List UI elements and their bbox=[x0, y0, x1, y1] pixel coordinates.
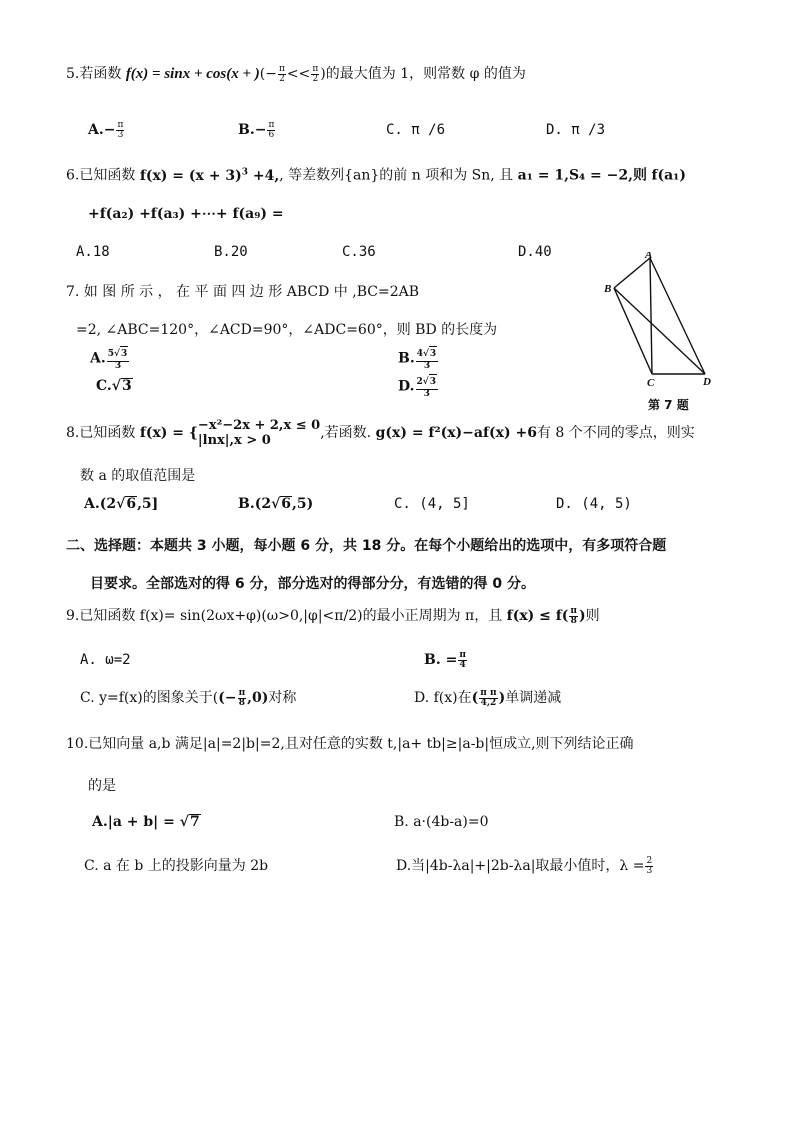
frac-num: 4√3 bbox=[416, 346, 438, 362]
q5-frac-1 bbox=[278, 65, 286, 84]
q6-formula bbox=[140, 168, 279, 184]
edge-ab bbox=[614, 258, 650, 288]
q6-stem bbox=[66, 162, 686, 186]
option-label: B.(2 bbox=[238, 496, 272, 512]
q6-line2: +f(a₂) +f(a₃) +⋯+ f(a₉) = bbox=[88, 206, 284, 222]
q10-option-b: B. a·(4b-a)=0 bbox=[394, 814, 489, 830]
q9-stem bbox=[66, 606, 600, 626]
vertex-label-c: C bbox=[647, 377, 655, 389]
q7-option-c: C.√3 bbox=[96, 378, 132, 394]
q8-f-eq: f(x) = { bbox=[139, 425, 198, 441]
frac-num: π bbox=[312, 63, 319, 74]
q8-mid: ,若函数. bbox=[320, 425, 372, 441]
q7-option-a bbox=[90, 346, 130, 371]
option-label: B. = bbox=[424, 652, 458, 668]
q5-option-d: D. π /3 bbox=[546, 122, 606, 138]
q7-line1: 7. 如 图 所 示 ， 在 平 面 四 边 形 ABCD 中 ,BC=2AB bbox=[66, 284, 420, 300]
q5-option-b bbox=[238, 120, 276, 140]
q9-cond bbox=[506, 605, 586, 626]
q6-stem-prefix: 6.已知函数 bbox=[66, 167, 136, 184]
q5-range-mid: << bbox=[286, 66, 311, 82]
q9-c-point bbox=[218, 687, 269, 708]
radicand: 3 bbox=[429, 374, 437, 389]
option-suffix: 对称 bbox=[268, 690, 297, 706]
q9-cond-frac bbox=[569, 607, 578, 626]
frac-num: π bbox=[570, 605, 578, 616]
option-label: D. bbox=[398, 378, 415, 395]
q10-d-frac bbox=[645, 857, 653, 876]
q8-option-d: D. (4, 5) bbox=[556, 496, 632, 512]
interval-close: ) bbox=[498, 690, 506, 706]
q5-option-a bbox=[88, 120, 125, 140]
frac-den: 6 bbox=[268, 129, 275, 140]
option-label: A.− bbox=[88, 122, 116, 138]
q8-option-b: B.(2√6,5) bbox=[238, 496, 314, 512]
q6-option-b: B.20 bbox=[214, 244, 248, 260]
radicand: 3 bbox=[121, 378, 132, 394]
q9-option-d bbox=[414, 688, 561, 708]
radicand: 6 bbox=[126, 496, 137, 512]
radicand: 3 bbox=[120, 346, 128, 361]
q8-line2: 数 a 的取值范围是 bbox=[80, 468, 196, 484]
q7-option-b bbox=[398, 346, 439, 371]
frac-den: 3 bbox=[423, 361, 431, 371]
q9-d-interval bbox=[471, 687, 506, 708]
q8-tail: 有 8 个不同的零点，则实 bbox=[536, 425, 695, 441]
option-text: D. f(x)在 bbox=[414, 690, 472, 706]
q9-stem-text: 9.已知函数 f(x)= sin(2ωx+φ)(ω>0,|φ|<π/2)的最小正周期为 π，且 bbox=[66, 608, 503, 624]
frac-den: 3 bbox=[646, 865, 653, 876]
q6-option-d: D.40 bbox=[518, 244, 552, 260]
point-close: ,0) bbox=[247, 690, 269, 706]
interval-end: ,5) bbox=[292, 496, 314, 512]
frac-num: π bbox=[268, 119, 275, 130]
frac-num: π bbox=[117, 119, 124, 130]
option-label: C. bbox=[96, 378, 112, 394]
q5-stem-suffix: 的最大值为 1，则常数 φ 的值为 bbox=[325, 66, 526, 82]
point-open: (− bbox=[218, 690, 237, 706]
q8-piecewise bbox=[198, 418, 320, 448]
q5-formula: f(x) = sinx + cos(x + ) bbox=[125, 66, 260, 82]
q6-formula-part2: +4, bbox=[248, 167, 280, 184]
q9-d-frac bbox=[479, 689, 497, 708]
q10-line1: 10.已知向量 a,b 满足|a|=2|b|=2,且对任意的实数 t,|a+ tb|≥|a-b|恒成立,则下列结论正确 bbox=[66, 736, 634, 752]
q5-a-frac bbox=[116, 121, 124, 140]
q5-range-close: ) bbox=[320, 66, 326, 82]
q5-stem bbox=[66, 64, 526, 84]
vertex-label-d: D bbox=[703, 376, 711, 388]
radicand: 3 bbox=[429, 346, 437, 361]
q5-stem-prefix: 5.若函数 bbox=[66, 66, 122, 82]
q9-cond-prefix: f(x) ≤ f( bbox=[506, 608, 569, 624]
q9-b-frac bbox=[458, 651, 467, 670]
q10-option-a: A.|a + b| = √7 bbox=[92, 814, 200, 830]
q5-range-open: (− bbox=[259, 66, 277, 82]
frac-num: 2 bbox=[646, 855, 653, 866]
option-label: A.(2 bbox=[84, 496, 117, 512]
option-text: C. y=f(x)的图象关于( bbox=[80, 690, 219, 706]
q6-option-a: A.18 bbox=[76, 244, 110, 260]
option-label: B. bbox=[398, 350, 415, 367]
frac-den: 2 bbox=[279, 73, 285, 84]
q7-b-frac bbox=[416, 346, 438, 371]
q10-option-d bbox=[396, 856, 654, 876]
vertex-label-a: A bbox=[645, 252, 653, 261]
option-text: D.当|4b-λa|+|2b-λa|取最小值时，λ = bbox=[396, 858, 645, 874]
diagonal-bd bbox=[614, 288, 705, 374]
q6-tail: f(a₁) bbox=[651, 167, 686, 184]
q8-stem-prefix: 8.已知函数 bbox=[66, 425, 136, 441]
q5-option-c: C. π /6 bbox=[386, 122, 446, 138]
q6-stem-mid: , 等差数列{an}的前 n 项和为 Sn, 且 bbox=[279, 167, 514, 184]
section-heading-line1: 二、选择题：本题共 3 小题，每小题 6 分，共 18 分。在每个小题给出的选项中，有多项符合题 bbox=[66, 538, 667, 554]
option-suffix: 单调递减 bbox=[505, 690, 562, 706]
q8-g: g(x) = f²(x)−af(x) +6 bbox=[375, 425, 537, 441]
q9-c-frac bbox=[238, 689, 247, 708]
radicand: 7 bbox=[189, 814, 200, 830]
q8-stem bbox=[66, 418, 695, 448]
q6-formula-part: f(x) = (x + 3) bbox=[139, 167, 242, 184]
q7-d-frac bbox=[416, 374, 438, 399]
frac-den: 2 bbox=[312, 73, 319, 84]
q5-b-frac bbox=[267, 121, 275, 140]
q10-line2: 的是 bbox=[88, 778, 116, 794]
section-heading-line2: 目要求。全部选对的得 6 分，部分选对的得部分分，有选错的得 0 分。 bbox=[90, 576, 535, 592]
q6-exponent: 3 bbox=[241, 167, 248, 177]
q8-option-c: C. (4, 5] bbox=[394, 496, 470, 512]
interval-end: ,5] bbox=[137, 496, 159, 512]
q8-piece1: −x²−2x + 2,x ≤ 0 bbox=[197, 418, 321, 433]
frac-den: 8 bbox=[570, 615, 577, 626]
frac-den: 4,2 bbox=[480, 697, 497, 708]
frac-num: 2√3 bbox=[416, 374, 438, 390]
q9-cond-close: ) bbox=[579, 608, 586, 624]
frac-num: π bbox=[459, 649, 466, 660]
interval-open: ( bbox=[471, 690, 479, 706]
q9-option-c bbox=[80, 688, 296, 708]
q6-cond: a₁ = 1,S₄ = −2,则 bbox=[517, 167, 648, 184]
q7-option-d bbox=[398, 374, 439, 399]
frac-num: 5√3 bbox=[107, 346, 129, 362]
edge-bc bbox=[614, 288, 652, 374]
q5-frac-2 bbox=[311, 65, 319, 84]
frac-num: π π bbox=[480, 687, 497, 698]
q8-option-a: A.(2√6,5] bbox=[84, 496, 159, 512]
diagonal-ac bbox=[650, 258, 652, 374]
frac-num: π bbox=[278, 63, 285, 74]
frac-den: 3 bbox=[114, 361, 122, 371]
figure-caption: 第 7 题 bbox=[648, 398, 689, 412]
q6-option-c: C.36 bbox=[342, 244, 376, 260]
quadrilateral-figure bbox=[602, 252, 722, 412]
coef: 4 bbox=[416, 349, 423, 359]
option-label: A. bbox=[90, 350, 106, 367]
q7-a-frac bbox=[107, 346, 129, 371]
q9-option-b bbox=[424, 650, 468, 670]
coef: 2 bbox=[416, 377, 423, 387]
radicand: 6 bbox=[281, 496, 292, 512]
frac-den: 3 bbox=[117, 129, 124, 140]
option-label: A.|a + b| = bbox=[92, 814, 175, 830]
vertex-label-b: B bbox=[604, 283, 612, 295]
frac-num: π bbox=[238, 687, 246, 698]
q8-piece2: |lnx|,x > 0 bbox=[197, 433, 271, 448]
option-label: B.− bbox=[238, 122, 267, 138]
coef: 5 bbox=[107, 349, 115, 359]
frac-den: 3 bbox=[423, 389, 430, 399]
q9-tail: 则 bbox=[585, 608, 600, 624]
frac-den: 8 bbox=[238, 697, 245, 708]
q9-option-a: A. ω=2 bbox=[80, 652, 131, 668]
edge-da bbox=[650, 258, 705, 374]
frac-den: 4 bbox=[459, 659, 466, 670]
q7-line2: =2, ∠ABC=120°，∠ACD=90°，∠ADC=60°，则 BD 的长度为 bbox=[76, 322, 498, 338]
q10-option-c: C. a 在 b 上的投影向量为 2b bbox=[84, 858, 269, 874]
